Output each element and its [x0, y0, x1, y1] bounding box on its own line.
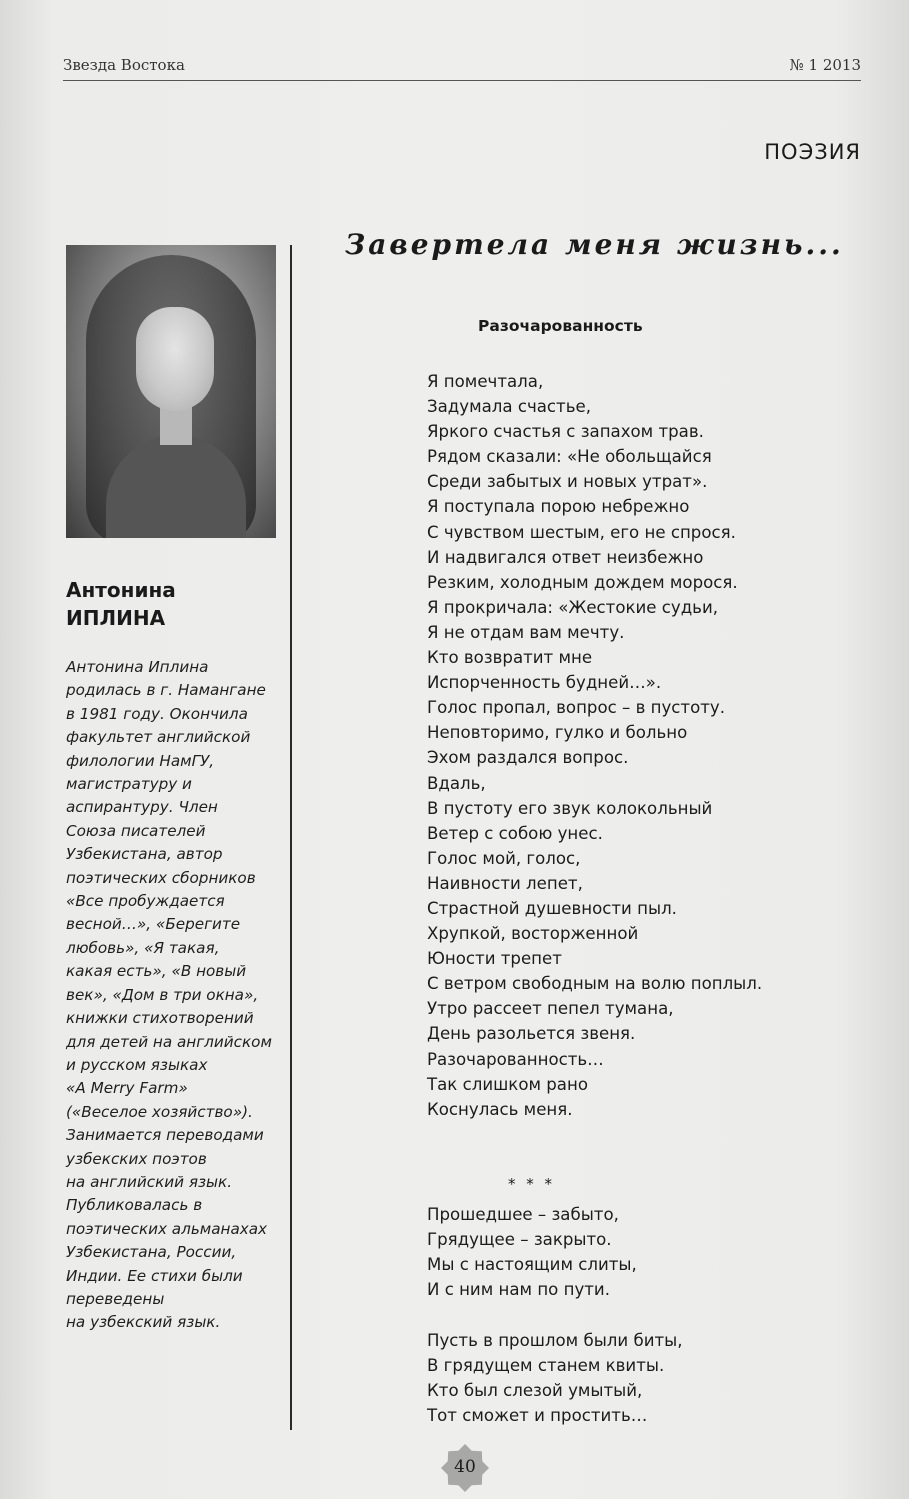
poem-line: Эхом раздался вопрос.: [427, 748, 629, 768]
poem-razocharovannost: [427, 369, 847, 1122]
column-divider: [290, 245, 292, 1430]
bio-line: на узбекский язык.: [66, 1313, 221, 1332]
bio-line: Индии. Ее стихи были: [66, 1266, 243, 1285]
bio-line: «Все пробуждается: [66, 892, 225, 911]
poem-line: Коснулась меня.: [427, 1099, 573, 1119]
poem-line: Среди забытых и новых утрат».: [427, 472, 708, 492]
header-divider: [63, 80, 861, 81]
poem-line: Так слишком рано: [427, 1074, 588, 1094]
poem-line: Тот сможет и простить…: [427, 1406, 648, 1426]
journal-name: Звезда Востока: [63, 56, 185, 74]
bio-line: узбекских поэтов: [66, 1149, 207, 1168]
bio-line: Узбекистана, автор: [66, 845, 223, 864]
author-bio: [66, 656, 291, 1335]
bio-line: век», «Дом в три окна»,: [66, 985, 259, 1004]
poem-line: Утро рассеет пепел тумана,: [427, 999, 674, 1019]
poem-line: Вдаль,: [427, 773, 486, 793]
poem-line: С чувством шестым, его не спрося.: [427, 522, 736, 542]
poem-line: Рядом сказали: «Не обольщайся: [427, 447, 712, 467]
bio-line: («Веселое хозяйство»).: [66, 1102, 253, 1121]
bio-line: переведены: [66, 1289, 165, 1308]
poem-line: Разочарованность…: [427, 1049, 604, 1069]
photo-face: [136, 307, 214, 411]
bio-line: поэтических альманахах: [66, 1219, 268, 1238]
bio-line: филологии НамГУ,: [66, 751, 215, 770]
bio-line: «A Merry Farm»: [66, 1079, 188, 1098]
poem-line: И с ним нам по пути.: [427, 1280, 610, 1300]
bio-line: родилась в г. Намангане: [66, 681, 266, 700]
poem-line: Неповторимо, гулко и больно: [427, 723, 688, 743]
poem-line: День разольется звеня.: [427, 1024, 636, 1044]
bio-line: книжки стихотворений: [66, 1009, 254, 1028]
poem-line: Наивности лепет,: [427, 873, 583, 893]
poem-line: Я прокричала: «Жестокие судьи,: [427, 597, 719, 617]
author-first-name: Антонина: [66, 578, 176, 602]
bio-line: и русском языках: [66, 1055, 208, 1074]
poem-line: Страстной душевности пыл.: [427, 898, 677, 918]
poem-line: Кто был слезой умытый,: [427, 1381, 643, 1401]
poem-separator: * * *: [508, 1175, 556, 1193]
bio-line: какая есть», «В новый: [66, 962, 247, 981]
poem-line: Мы с настоящим слиты,: [427, 1255, 637, 1275]
photo-neck: [160, 405, 192, 445]
article-title: Завертела меня жизнь...: [345, 228, 844, 261]
author-last-name: ИПЛИНА: [66, 606, 166, 630]
poem-line: Я не отдам вам мечту.: [427, 622, 625, 642]
poem-line: В грядущем станем квиты.: [427, 1356, 665, 1376]
poem-line: Я помечтала,: [427, 372, 544, 391]
bio-line: в 1981 году. Окончила: [66, 704, 248, 723]
poem-line: Пусть в прошлом были биты,: [427, 1331, 683, 1350]
author-photo: [66, 245, 276, 538]
poem-line: Яркого счастья с запахом трав.: [427, 422, 704, 442]
poem-line: Я поступала порою небрежно: [427, 497, 690, 517]
bio-line: факультет английской: [66, 728, 251, 747]
poem-line: И надвигался ответ неизбежно: [427, 547, 704, 567]
bio-line: магистратуру и: [66, 775, 192, 794]
poem-line: С ветром свободным на волю поплыл.: [427, 974, 763, 994]
bio-line: на английский язык.: [66, 1172, 233, 1191]
bio-line: Занимается переводами: [66, 1126, 264, 1145]
bio-line: Публиковалась в: [66, 1196, 203, 1215]
poem-line: Голос мой, голос,: [427, 848, 581, 868]
poem-line: Голос пропал, вопрос – в пустоту.: [427, 698, 725, 718]
poem-line: Грядущее – закрыто.: [427, 1230, 612, 1250]
poem-line: Резким, холодным дождем морося.: [427, 572, 738, 592]
poem-line: Ветер с собою унес.: [427, 823, 603, 843]
poem-2-stanza-1: [427, 1202, 847, 1302]
bio-line: для детей на английском: [66, 1032, 272, 1051]
section-label: ПОЭЗИЯ: [764, 140, 861, 164]
poem-line: Кто возвратит мне: [427, 648, 593, 668]
page-number: 40: [454, 1457, 476, 1477]
poem-title: Разочарованность: [478, 317, 643, 335]
poem-line: Хрупкой, восторженной: [427, 924, 639, 944]
poem-line: Прошедшее – забыто,: [427, 1205, 619, 1224]
issue-number: № 1 2013: [789, 56, 861, 74]
poem-2-stanza-2: [427, 1328, 847, 1428]
bio-line: аспирантуру. Член: [66, 798, 218, 817]
poem-line: Задумала счастье,: [427, 397, 591, 417]
bio-line: любовь», «Я такая,: [66, 938, 220, 957]
bio-line: Антонина Иплина: [66, 658, 209, 676]
poem-line: В пустоту его звук колокольный: [427, 798, 713, 818]
poem-line: Юности трепет: [427, 949, 562, 969]
bio-line: Союза писателей: [66, 821, 206, 840]
bio-line: поэтических сборников: [66, 868, 256, 887]
bio-line: Узбекистана, России,: [66, 1243, 237, 1262]
poem-line: Испорченность будней…».: [427, 673, 662, 693]
bio-line: весной…», «Берегите: [66, 915, 241, 934]
